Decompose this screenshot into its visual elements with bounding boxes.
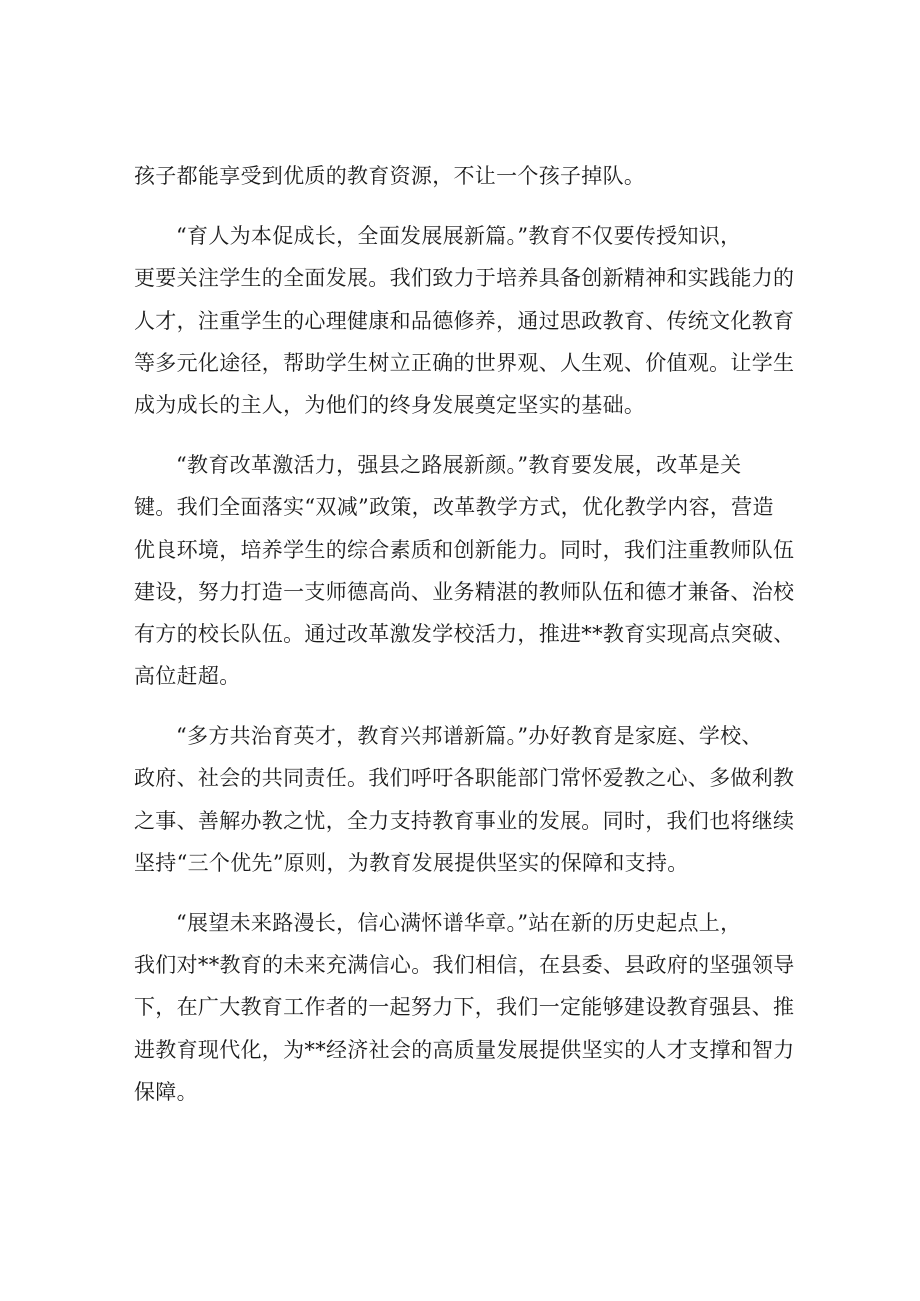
text-line: “多方共治育英才，教育兴邦谱新篇。”办好教育是家庭、学校、	[176, 724, 763, 749]
text-line: 键。我们全面落实“双减”政策，改革教学方式，优化教学内容，营造	[134, 495, 774, 520]
paragraph-1	[134, 155, 806, 197]
paragraph-3	[134, 444, 806, 697]
paragraph-4	[134, 715, 806, 884]
text-line: 有方的校长队伍。通过改革激发学校活力，推进**教育实现高点突破、	[134, 621, 795, 646]
text-line: 高位赶超。	[134, 664, 241, 689]
text-line: 成为成长的主人，为他们的终身发展奠定坚实的基础。	[134, 392, 646, 417]
text-line: 下，在广大教育工作者的一起努力下，我们一定能够建设教育强县、推	[134, 995, 795, 1020]
text-line: 建设，努力打造一支师德高尚、业务精湛的教师队伍和德才兼备、治校	[134, 579, 795, 604]
text-line: 保障。	[134, 1079, 198, 1104]
text-line: 我们对**教育的未来充满信心。我们相信，在县委、县政府的坚强领导	[134, 953, 795, 978]
text-line: “教育改革激活力，强县之路展新颜。”教育要发展，改革是关	[176, 453, 742, 478]
document-body	[134, 155, 806, 1113]
text-line: 孩子都能享受到优质的教育资源，不让一个孩子掉队。	[134, 164, 646, 188]
text-line: 坚持“三个优先”原则，为教育发展提供坚实的保障和支持。	[134, 850, 689, 875]
paragraph-5	[134, 902, 806, 1113]
paragraph-2	[134, 215, 806, 426]
text-line: 政府、社会的共同责任。我们呼吁各职能部门常怀爱教之心、多做利教	[134, 766, 795, 791]
text-line: “育人为本促成长，全面发展展新篇。”教育不仅要传授知识，	[176, 224, 742, 249]
text-line: 进教育现代化，为**经济社会的高质量发展提供坚实的人才支撑和智力	[134, 1037, 795, 1062]
text-line: 人才，注重学生的心理健康和品德修养，通过思政教育、传统文化教育	[134, 308, 795, 333]
text-line: 等多元化途径，帮助学生树立正确的世界观、人生观、价值观。让学生	[134, 350, 795, 375]
text-line: “展望未来路漫长，信心满怀谱华章。”站在新的历史起点上，	[176, 911, 742, 935]
text-line: 之事、善解办教之忧，全力支持教育事业的发展。同时，我们也将继续	[134, 808, 795, 833]
text-line: 更要关注学生的全面发展。我们致力于培养具备创新精神和实践能力的	[134, 266, 795, 291]
text-line: 优良环境，培养学生的综合素质和创新能力。同时，我们注重教师队伍	[134, 537, 795, 562]
